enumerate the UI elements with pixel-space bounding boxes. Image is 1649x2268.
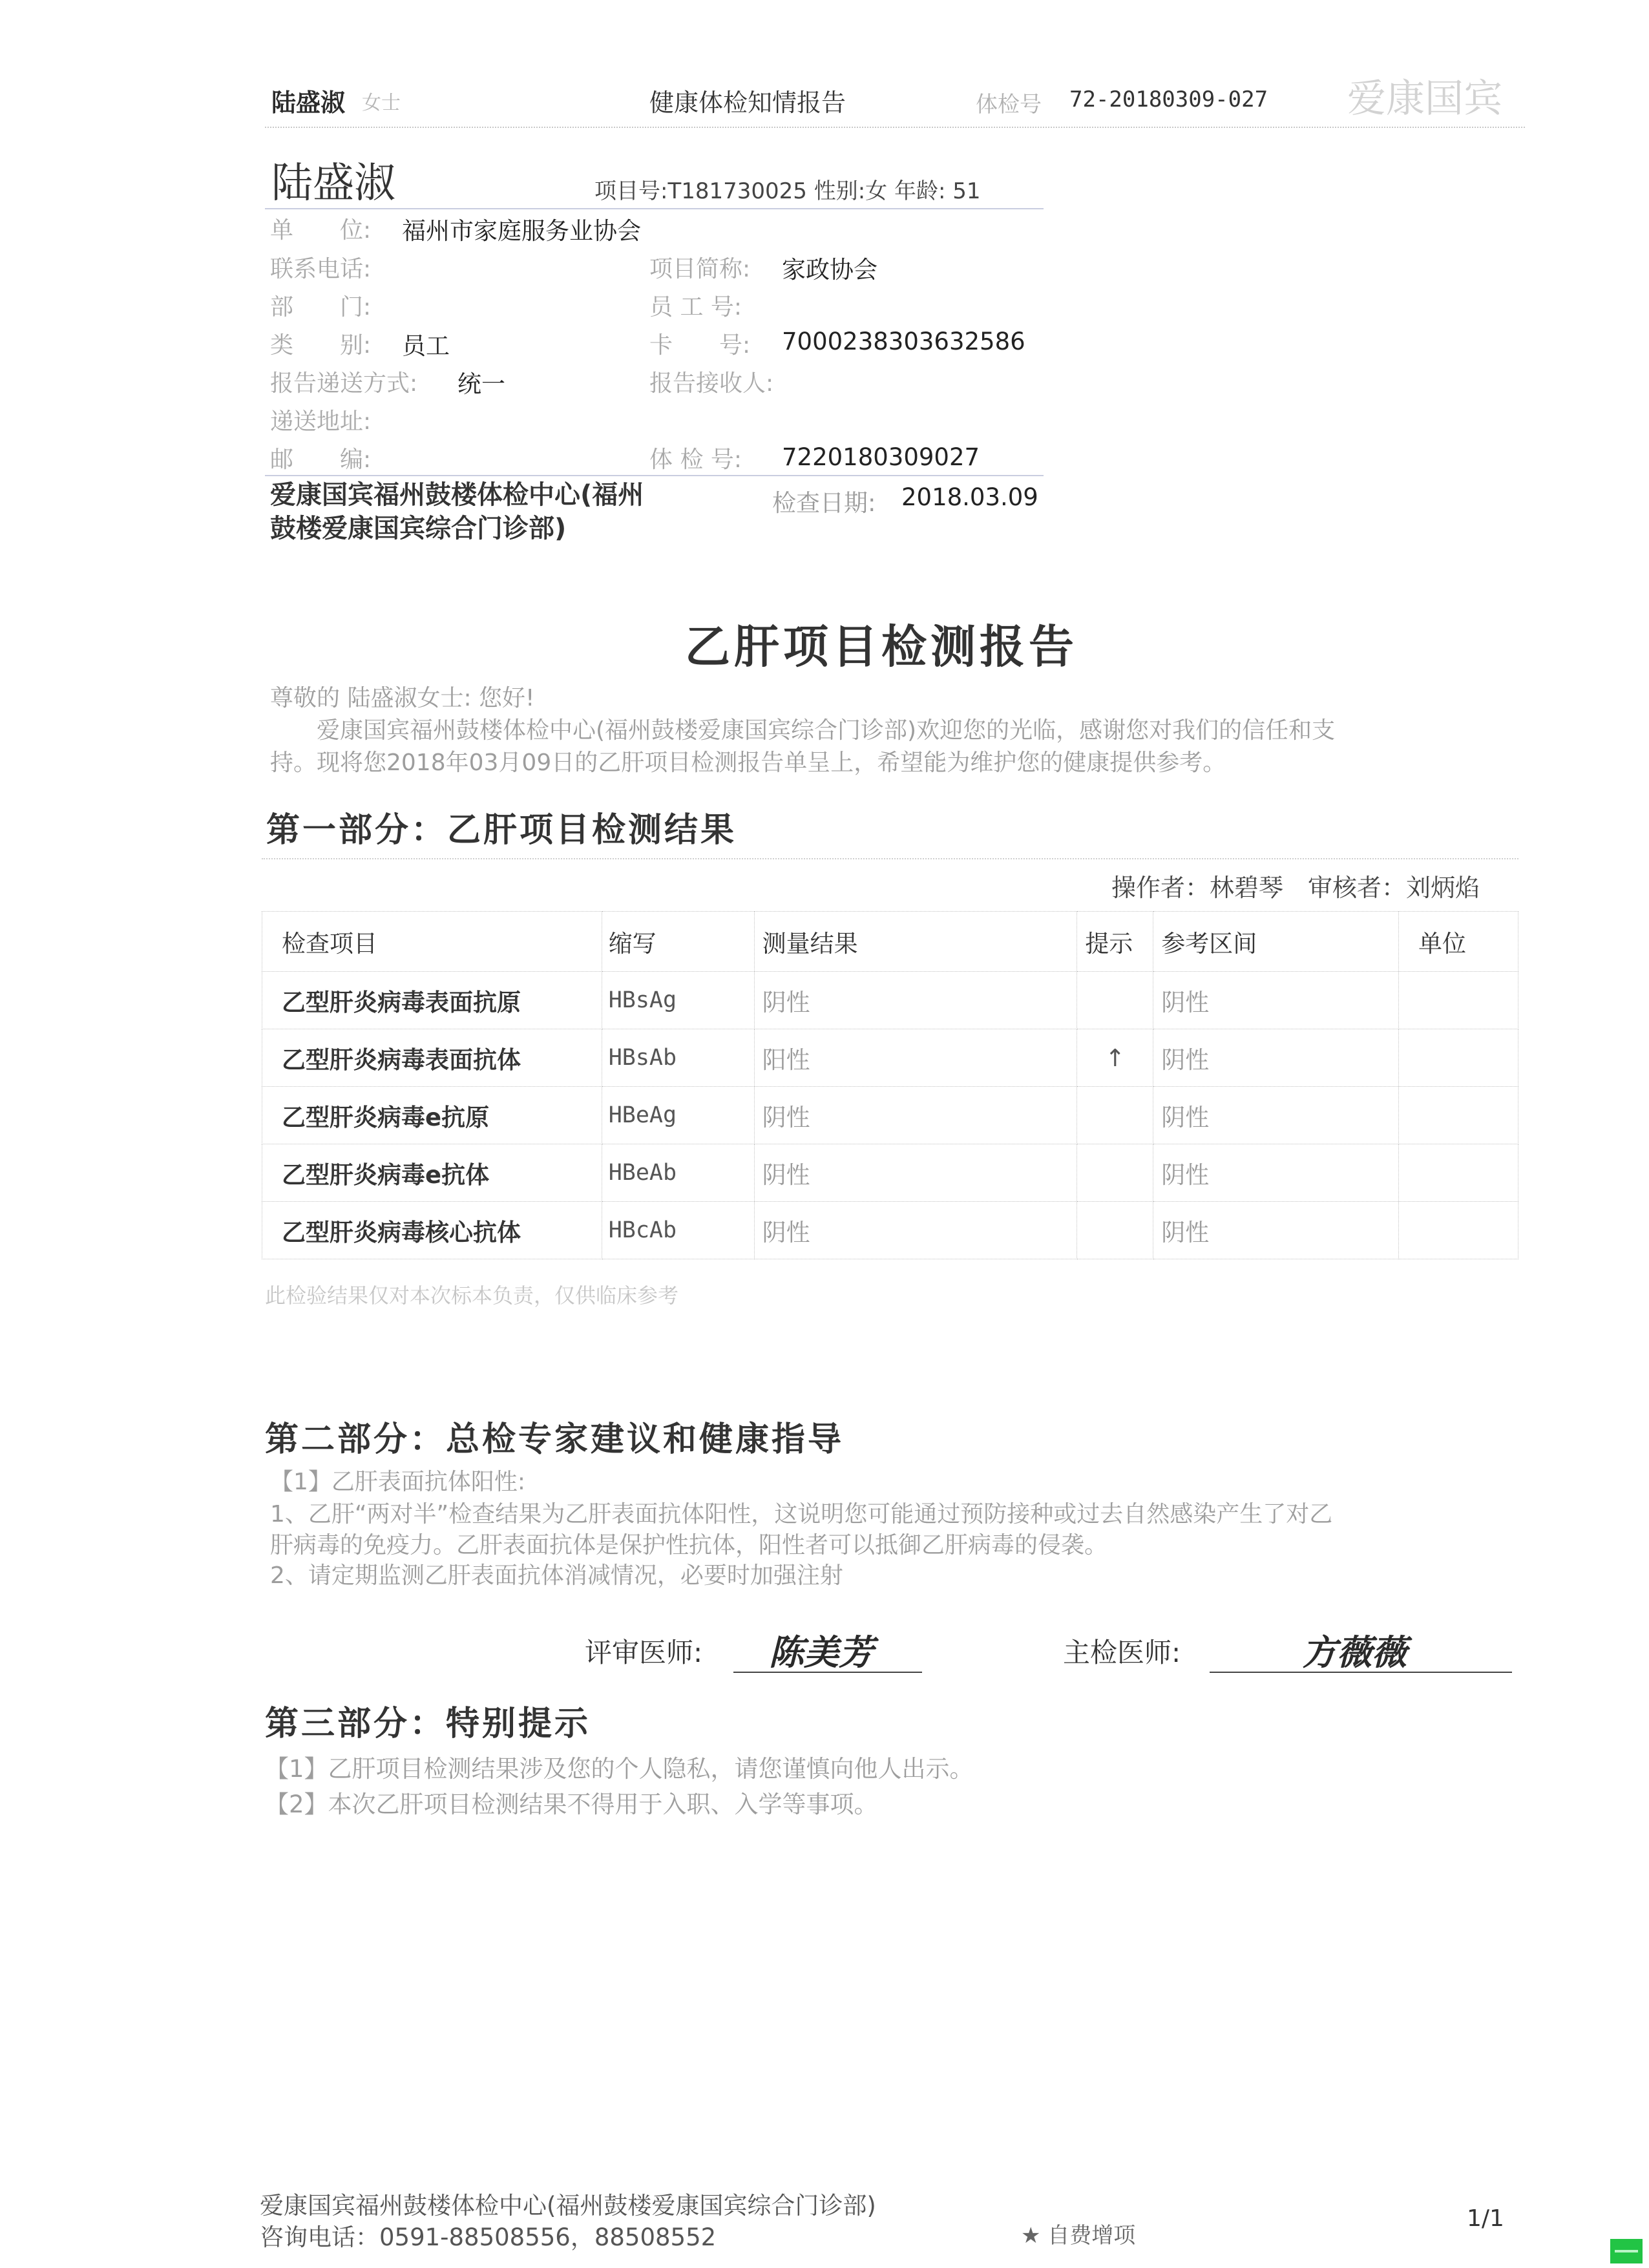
header-honorific: 女士 xyxy=(362,92,401,114)
cell-abbr: HBeAb xyxy=(602,1144,754,1202)
greeting: 尊敬的 陆盛淑女士: 您好! xyxy=(270,685,535,711)
employee-no-label: 员 工 号: xyxy=(649,294,742,320)
cell-abbr: HBcAb xyxy=(602,1202,754,1259)
cell-abbr: HBsAb xyxy=(602,1029,754,1087)
unit-label: 单 位: xyxy=(270,217,372,244)
cell-result: 阴性 xyxy=(754,1202,1077,1259)
col-header-reference: 参考区间 xyxy=(1153,912,1399,972)
cell-item: 乙型肝炎病毒e抗体 xyxy=(262,1144,602,1202)
card-value: 7000238303632586 xyxy=(782,328,1025,355)
cell-hint xyxy=(1077,1202,1153,1259)
cell-unit xyxy=(1399,972,1518,1029)
header-divider xyxy=(265,127,1525,128)
results-disclaimer: 此检验结果仅对本次标本负责，仅供临床参考 xyxy=(265,1283,679,1308)
section1-title: 第一部分：乙肝项目检测结果 xyxy=(266,811,737,850)
section2-title: 第二部分：总检专家建议和健康指导 xyxy=(265,1420,845,1459)
advice-line-3: 2、请定期监测乙肝表面抗体消减情况，必要时加强注射 xyxy=(270,1562,843,1589)
category-value: 员工 xyxy=(402,332,450,360)
cell-result: 阴性 xyxy=(754,1144,1077,1202)
col-header-unit: 单位 xyxy=(1399,912,1518,972)
address-label: 递送地址: xyxy=(270,408,372,435)
check-date-label: 检查日期: xyxy=(772,489,876,517)
exam-no-value: 7220180309027 xyxy=(782,443,980,471)
category-label: 类 别: xyxy=(270,332,372,359)
chief-signature-line xyxy=(1210,1672,1512,1673)
brand-watermark: 爱康国宾 xyxy=(1347,76,1502,121)
table-header-row xyxy=(262,912,1518,972)
intro-line-1: 爱康国宾福州鼓楼体检中心(福州鼓楼爱康国宾综合门诊部)欢迎您的光临，感谢您对我们的信任和支 xyxy=(317,717,1336,744)
cell-item: 乙型肝炎病毒表面抗体 xyxy=(262,1029,602,1087)
cell-hint xyxy=(1077,1087,1153,1144)
col-header-item: 检查项目 xyxy=(262,912,602,972)
cell-unit xyxy=(1399,1087,1518,1144)
card-label: 卡 号: xyxy=(649,332,751,359)
table-row xyxy=(262,1202,1518,1259)
check-date-value: 2018.03.09 xyxy=(901,483,1038,511)
delivery-value: 统一 xyxy=(457,370,505,398)
table-row xyxy=(262,972,1518,1029)
cell-result: 阳性 xyxy=(754,1029,1077,1087)
section3-title: 第三部分：特别提示 xyxy=(265,1705,591,1743)
report-title: 乙肝项目检测报告 xyxy=(685,620,1078,673)
receiver-label: 报告接收人: xyxy=(649,370,774,397)
table-row xyxy=(262,1029,1518,1087)
reviewer-signature: 陈美芳 xyxy=(769,1632,874,1673)
header-doc-type: 健康体检知情报告 xyxy=(649,89,846,117)
scanner-badge-icon xyxy=(1610,2239,1643,2263)
cell-hint xyxy=(1077,972,1153,1029)
cell-unit xyxy=(1399,1144,1518,1202)
special-tip-1: 【1】乙肝项目检测结果涉及您的个人隐私，请您谨慎向他人出示。 xyxy=(265,1755,974,1783)
info-divider-bottom xyxy=(265,475,1044,476)
special-tip-2: 【2】本次乙肝项目检测结果不得用于入职、入学等事项。 xyxy=(265,1790,878,1818)
header-patient-name: 陆盛淑 xyxy=(271,89,346,117)
header-exam-number: 72-20180309-027 xyxy=(1069,87,1268,112)
cell-item: 乙型肝炎病毒表面抗原 xyxy=(262,972,602,1029)
exam-no-label: 体 检 号: xyxy=(649,446,742,473)
cell-item: 乙型肝炎病毒核心抗体 xyxy=(262,1202,602,1259)
advice-line-1: 1、乙肝“两对半”检查结果为乙肝表面抗体阳性，这说明您可能通过预防接种或过去自然感染产生了对乙 xyxy=(270,1501,1333,1528)
advice-line-2: 肝病毒的免疫力。乙肝表面抗体是保护性抗体，阳性者可以抵御乙肝病毒的侵袭。 xyxy=(270,1532,1108,1559)
cell-reference: 阴性 xyxy=(1153,1144,1399,1202)
advice-label: 【1】乙肝表面抗体阳性: xyxy=(270,1469,526,1495)
cell-reference: 阴性 xyxy=(1153,1202,1399,1259)
postcode-label: 邮 编: xyxy=(270,446,372,473)
dept-label: 部 门: xyxy=(270,294,372,320)
footer-center-name: 爱康国宾福州鼓楼体检中心(福州鼓楼爱康国宾综合门诊部) xyxy=(260,2192,876,2220)
project-line: 项目号:T181730025 性别:女 年龄: 51 xyxy=(594,178,981,204)
delivery-label: 报告递送方式: xyxy=(270,370,418,397)
footer-self-paid-note: ★ 自费增项 xyxy=(1021,2223,1136,2249)
col-header-hint: 提示 xyxy=(1077,912,1153,972)
col-header-abbr: 缩写 xyxy=(602,912,754,972)
chief-signature: 方薇薇 xyxy=(1302,1632,1407,1673)
table-row xyxy=(262,1087,1518,1144)
reviewer-signature-line xyxy=(733,1672,922,1673)
project-short-value: 家政协会 xyxy=(782,256,877,284)
cell-reference: 阴性 xyxy=(1153,1087,1399,1144)
chief-label: 主检医师: xyxy=(1063,1637,1181,1668)
section1-divider xyxy=(262,858,1518,859)
unit-value: 福州市家庭服务业协会 xyxy=(402,217,641,245)
info-divider-top xyxy=(265,208,1044,209)
table-row xyxy=(262,1144,1518,1202)
cell-reference: 阴性 xyxy=(1153,1029,1399,1087)
up-arrow-icon: ↑ xyxy=(1077,1029,1153,1087)
patient-name: 陆盛淑 xyxy=(271,160,395,207)
cell-unit xyxy=(1399,1202,1518,1259)
cell-abbr: HBsAg xyxy=(602,972,754,1029)
cell-unit xyxy=(1399,1029,1518,1087)
cell-hint xyxy=(1077,1144,1153,1202)
reviewer-label: 评审医师: xyxy=(585,1637,703,1668)
cell-abbr: HBeAg xyxy=(602,1087,754,1144)
project-short-label: 项目简称: xyxy=(649,256,751,282)
col-header-result: 测量结果 xyxy=(754,912,1077,972)
cell-result: 阴性 xyxy=(754,972,1077,1029)
footer-phone: 咨询电话：0591-88508556，88508552 xyxy=(260,2223,717,2251)
cell-reference: 阴性 xyxy=(1153,972,1399,1029)
page-number: 1/1 xyxy=(1467,2205,1504,2232)
results-table xyxy=(262,911,1518,1259)
intro-line-2: 持。现将您2018年03月09日的乙肝项目检测报告单呈上，希望能为维护您的健康提供参考。 xyxy=(270,750,1226,776)
header-exam-label: 体检号 xyxy=(976,92,1042,118)
exam-center-name: 爱康国宾福州鼓楼体检中心(福州鼓楼爱康国宾综合门诊部) xyxy=(270,480,644,543)
cell-item: 乙型肝炎病毒e抗原 xyxy=(262,1087,602,1144)
operator-line: 操作者：林碧琴 审核者：刘炳焰 xyxy=(1111,874,1480,902)
phone-label: 联系电话: xyxy=(270,256,372,282)
cell-result: 阴性 xyxy=(754,1087,1077,1144)
